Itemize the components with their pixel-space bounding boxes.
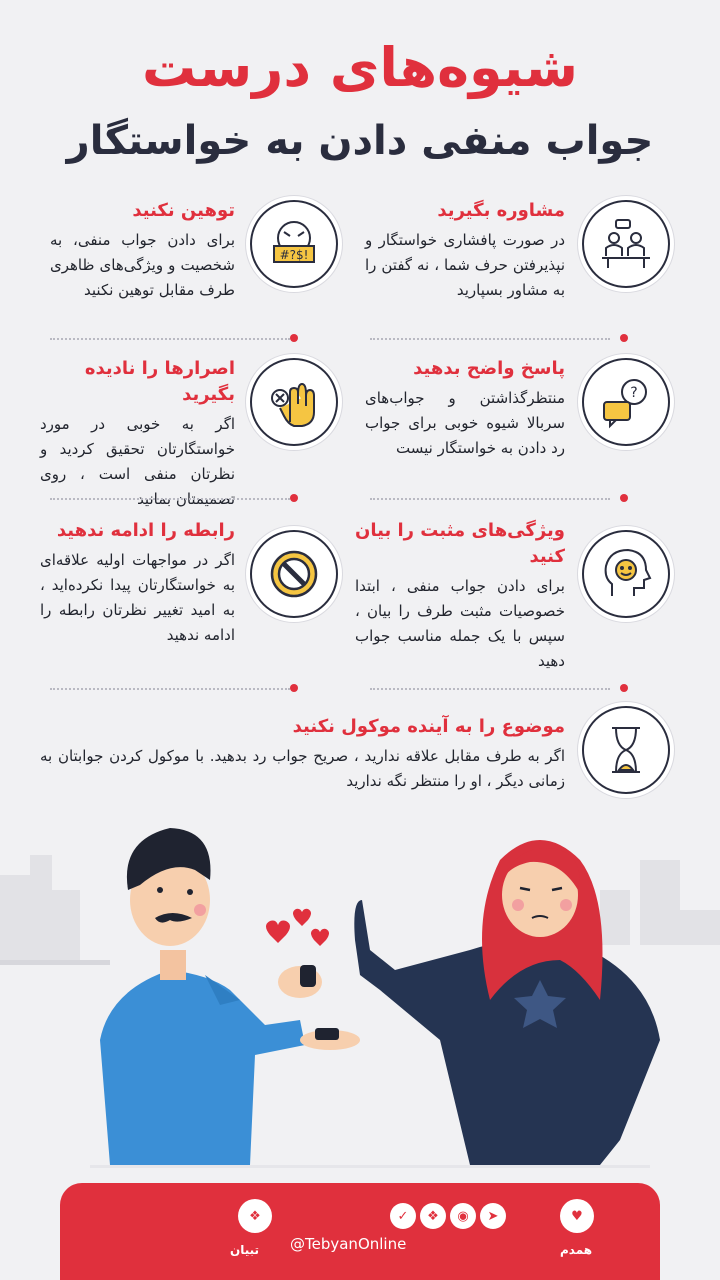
item-heading: رابطه را ادامه ندهید [56, 520, 235, 541]
item-ignore-insistence [40, 356, 235, 512]
item-body: اگر به خوبی در مورد خواستگارتان تحقیق کردید و نظرتان منفی است ، روی تصمیمتان بمانید [40, 415, 235, 508]
item-heading: پاسخ واضح بدهید [413, 358, 565, 379]
item-heading: توهین نکنید [132, 200, 235, 221]
man-figure [100, 828, 360, 1165]
separator-dot [290, 684, 298, 692]
item-body: اگر در مواجهات اولیه علاقه‌ای به خواستگارتان پیدا نکرده‌اید ، به امید تغییر نظرتان رابطه را ادامه ندهید [40, 551, 235, 644]
item-body: برای دادن جواب منفی ، ابتدا خصوصیات مثبت طرف را بیان ، سپس با یک جمله مناسب جواب دهید [355, 577, 565, 670]
twitter-icon[interactable]: ❖ [420, 1203, 446, 1229]
item-counseling [365, 198, 565, 303]
separator-dot [290, 334, 298, 342]
item-postpone [40, 714, 565, 794]
brand-tebyan: تبیان [230, 1243, 260, 1257]
prohibited-icon [250, 530, 338, 618]
smiling-head-icon [582, 530, 670, 618]
item-insult [50, 198, 235, 303]
separator [50, 338, 290, 340]
instagram-icon[interactable]: ◉ [450, 1203, 476, 1229]
item-heading: موضوع را به آینده موکول نکنید [292, 716, 565, 737]
item-clear-answer [365, 356, 565, 461]
item-body: منتظرگذاشتن و جواب‌های سربالا شیوه خوبی برای جواب رد دادن به خواستگار نیست [365, 389, 565, 457]
item-positive-traits [355, 518, 565, 674]
separator [50, 688, 290, 690]
svg-text:?: ? [630, 385, 638, 401]
item-body: برای دادن جواب منفی، به شخصیت و ویژگی‌های ظاهری طرف مقابل توهین نکنید [50, 231, 235, 299]
page-subtitle: جواب منفی دادن به خواستگار [66, 118, 654, 164]
footer-bar [60, 1183, 660, 1280]
item-body: در صورت پافشاری خواستگار و نپذیرفتن حرف شما ، نه گفتن را به مشاور بسپارید [365, 231, 565, 299]
separator-dot [620, 494, 628, 502]
separator [370, 338, 610, 340]
separator-dot [290, 494, 298, 502]
item-heading: ویژگی‌های مثبت را بیان کنید [354, 520, 565, 567]
speech-bubble-icon [582, 358, 670, 446]
heart-logo-icon: ♥ [560, 1199, 594, 1233]
verified-icon[interactable]: ✓ [390, 1203, 416, 1229]
brand-hamdam: همدم [560, 1243, 593, 1257]
separator [50, 498, 290, 500]
page-title: شیوه‌های درست [142, 36, 578, 99]
telegram-icon[interactable]: ➤ [480, 1203, 506, 1229]
illustration [0, 800, 720, 1180]
social-handle[interactable]: @TebyanOnline [290, 1235, 407, 1253]
stop-hand-icon [250, 358, 338, 446]
item-heading: اصرارها را نادیده بگیرید [84, 358, 235, 405]
counseling-icon [582, 200, 670, 288]
separator-dot [620, 334, 628, 342]
item-body: اگر به طرف مقابل علاقه ندارید ، صریح جواب رد بدهید. با موکول کردن جوابتان به زمانی دیگر ، او را منتظر نگه ندارید [40, 747, 565, 790]
svg-text:!$?#: !$?# [279, 248, 309, 262]
hourglass-icon [582, 706, 670, 794]
separator [370, 688, 610, 690]
woman-figure [354, 840, 660, 1165]
item-heading: مشاوره بگیرید [437, 200, 565, 221]
separator-dot [620, 684, 628, 692]
angry-face-icon [250, 200, 338, 288]
tebyan-logo-icon: ❖ [238, 1199, 272, 1233]
item-dont-continue [40, 518, 235, 648]
separator [370, 498, 610, 500]
